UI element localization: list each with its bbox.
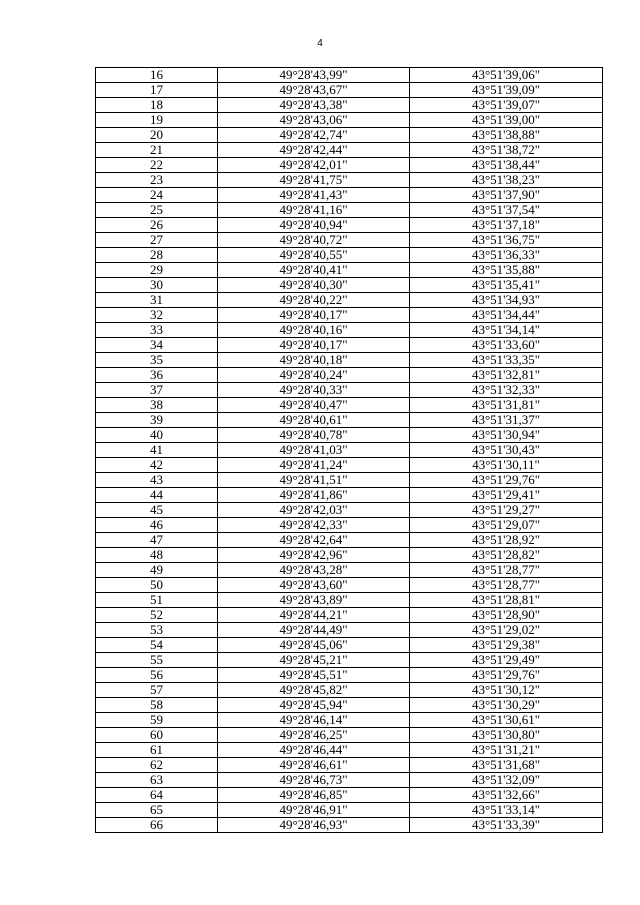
page-number: 4	[317, 38, 323, 49]
latitude-cell: 49°28'45,21"	[218, 653, 410, 668]
longitude-cell: 43°51'28,92"	[410, 533, 603, 548]
point-number-cell: 66	[96, 818, 218, 833]
point-number-cell: 25	[96, 203, 218, 218]
latitude-cell: 49°28'46,44"	[218, 743, 410, 758]
longitude-cell: 43°51'33,35"	[410, 353, 603, 368]
point-number-cell: 56	[96, 668, 218, 683]
longitude-cell: 43°51'28,77"	[410, 578, 603, 593]
longitude-cell: 43°51'35,88"	[410, 263, 603, 278]
longitude-cell: 43°51'29,02"	[410, 623, 603, 638]
point-number-cell: 46	[96, 518, 218, 533]
latitude-cell: 49°28'41,75"	[218, 173, 410, 188]
table-row	[96, 158, 603, 173]
longitude-cell: 43°51'38,72"	[410, 143, 603, 158]
latitude-cell: 49°28'40,47"	[218, 398, 410, 413]
longitude-cell: 43°51'37,54"	[410, 203, 603, 218]
longitude-cell: 43°51'32,81"	[410, 368, 603, 383]
point-number-cell: 21	[96, 143, 218, 158]
table-row	[96, 203, 603, 218]
point-number-cell: 40	[96, 428, 218, 443]
longitude-cell: 43°51'31,81"	[410, 398, 603, 413]
longitude-cell: 43°51'36,33"	[410, 248, 603, 263]
point-number-cell: 17	[96, 83, 218, 98]
point-number-cell: 45	[96, 503, 218, 518]
table-row	[96, 188, 603, 203]
longitude-cell: 43°51'38,44"	[410, 158, 603, 173]
point-number-cell: 35	[96, 353, 218, 368]
table-row	[96, 503, 603, 518]
point-number-cell: 39	[96, 413, 218, 428]
table-row	[96, 713, 603, 728]
longitude-cell: 43°51'39,09"	[410, 83, 603, 98]
latitude-cell: 49°28'44,21"	[218, 608, 410, 623]
longitude-cell: 43°51'33,14"	[410, 803, 603, 818]
table-row	[96, 248, 603, 263]
point-number-cell: 52	[96, 608, 218, 623]
point-number-cell: 24	[96, 188, 218, 203]
longitude-cell: 43°51'39,06"	[410, 68, 603, 83]
latitude-cell: 49°28'43,38"	[218, 98, 410, 113]
table-row	[96, 623, 603, 638]
point-number-cell: 36	[96, 368, 218, 383]
table-row	[96, 473, 603, 488]
latitude-cell: 49°28'41,86"	[218, 488, 410, 503]
longitude-cell: 43°51'31,68"	[410, 758, 603, 773]
point-number-cell: 42	[96, 458, 218, 473]
point-number-cell: 26	[96, 218, 218, 233]
latitude-cell: 49°28'42,96"	[218, 548, 410, 563]
point-number-cell: 32	[96, 308, 218, 323]
latitude-cell: 49°28'46,93"	[218, 818, 410, 833]
coordinates-table	[95, 67, 603, 833]
latitude-cell: 49°28'46,73"	[218, 773, 410, 788]
table-row	[96, 653, 603, 668]
point-number-cell: 54	[96, 638, 218, 653]
point-number-cell: 60	[96, 728, 218, 743]
table-row	[96, 98, 603, 113]
point-number-cell: 49	[96, 563, 218, 578]
point-number-cell: 33	[96, 323, 218, 338]
table-row	[96, 728, 603, 743]
longitude-cell: 43°51'34,93"	[410, 293, 603, 308]
point-number-cell: 53	[96, 623, 218, 638]
longitude-cell: 43°51'28,81"	[410, 593, 603, 608]
latitude-cell: 49°28'43,89"	[218, 593, 410, 608]
table-row	[96, 263, 603, 278]
latitude-cell: 49°28'40,33"	[218, 383, 410, 398]
longitude-cell: 43°51'30,80"	[410, 728, 603, 743]
longitude-cell: 43°51'29,41"	[410, 488, 603, 503]
point-number-cell: 16	[96, 68, 218, 83]
table-row	[96, 608, 603, 623]
table-row	[96, 458, 603, 473]
point-number-cell: 48	[96, 548, 218, 563]
latitude-cell: 49°28'44,49"	[218, 623, 410, 638]
longitude-cell: 43°51'38,23"	[410, 173, 603, 188]
latitude-cell: 49°28'40,17"	[218, 338, 410, 353]
longitude-cell: 43°51'32,09"	[410, 773, 603, 788]
latitude-cell: 49°28'40,78"	[218, 428, 410, 443]
coordinates-table-body	[96, 68, 603, 833]
longitude-cell: 43°51'30,11"	[410, 458, 603, 473]
point-number-cell: 28	[96, 248, 218, 263]
longitude-cell: 43°51'29,38"	[410, 638, 603, 653]
longitude-cell: 43°51'39,00"	[410, 113, 603, 128]
longitude-cell: 43°51'28,82"	[410, 548, 603, 563]
longitude-cell: 43°51'31,37"	[410, 413, 603, 428]
latitude-cell: 49°28'40,17"	[218, 308, 410, 323]
table-row	[96, 308, 603, 323]
point-number-cell: 29	[96, 263, 218, 278]
longitude-cell: 43°51'30,61"	[410, 713, 603, 728]
latitude-cell: 49°28'41,03"	[218, 443, 410, 458]
table-row	[96, 788, 603, 803]
latitude-cell: 49°28'42,01"	[218, 158, 410, 173]
latitude-cell: 49°28'40,16"	[218, 323, 410, 338]
latitude-cell: 49°28'43,06"	[218, 113, 410, 128]
point-number-cell: 18	[96, 98, 218, 113]
table-row	[96, 593, 603, 608]
longitude-cell: 43°51'30,29"	[410, 698, 603, 713]
latitude-cell: 49°28'40,22"	[218, 293, 410, 308]
table-row	[96, 698, 603, 713]
table-row	[96, 68, 603, 83]
latitude-cell: 49°28'42,03"	[218, 503, 410, 518]
table-row	[96, 383, 603, 398]
latitude-cell: 49°28'46,85"	[218, 788, 410, 803]
longitude-cell: 43°51'37,90"	[410, 188, 603, 203]
latitude-cell: 49°28'41,16"	[218, 203, 410, 218]
table-row	[96, 578, 603, 593]
longitude-cell: 43°51'30,43"	[410, 443, 603, 458]
longitude-cell: 43°51'30,12"	[410, 683, 603, 698]
longitude-cell: 43°51'34,44"	[410, 308, 603, 323]
latitude-cell: 49°28'43,28"	[218, 563, 410, 578]
point-number-cell: 61	[96, 743, 218, 758]
table-row	[96, 548, 603, 563]
point-number-cell: 23	[96, 173, 218, 188]
point-number-cell: 65	[96, 803, 218, 818]
point-number-cell: 58	[96, 698, 218, 713]
table-row	[96, 218, 603, 233]
point-number-cell: 47	[96, 533, 218, 548]
longitude-cell: 43°51'39,07"	[410, 98, 603, 113]
longitude-cell: 43°51'37,18"	[410, 218, 603, 233]
longitude-cell: 43°51'31,21"	[410, 743, 603, 758]
longitude-cell: 43°51'38,88"	[410, 128, 603, 143]
latitude-cell: 49°28'42,64"	[218, 533, 410, 548]
table-row	[96, 83, 603, 98]
point-number-cell: 59	[96, 713, 218, 728]
point-number-cell: 19	[96, 113, 218, 128]
latitude-cell: 49°28'45,06"	[218, 638, 410, 653]
table-row	[96, 518, 603, 533]
latitude-cell: 49°28'46,25"	[218, 728, 410, 743]
table-row	[96, 278, 603, 293]
longitude-cell: 43°51'32,66"	[410, 788, 603, 803]
table-row	[96, 818, 603, 833]
table-row	[96, 488, 603, 503]
longitude-cell: 43°51'35,41"	[410, 278, 603, 293]
longitude-cell: 43°51'29,49"	[410, 653, 603, 668]
longitude-cell: 43°51'28,77"	[410, 563, 603, 578]
table-row	[96, 143, 603, 158]
latitude-cell: 49°28'40,55"	[218, 248, 410, 263]
point-number-cell: 51	[96, 593, 218, 608]
longitude-cell: 43°51'29,27"	[410, 503, 603, 518]
latitude-cell: 49°28'40,61"	[218, 413, 410, 428]
longitude-cell: 43°51'32,33"	[410, 383, 603, 398]
table-row	[96, 683, 603, 698]
point-number-cell: 27	[96, 233, 218, 248]
latitude-cell: 49°28'42,44"	[218, 143, 410, 158]
point-number-cell: 22	[96, 158, 218, 173]
point-number-cell: 38	[96, 398, 218, 413]
point-number-cell: 37	[96, 383, 218, 398]
latitude-cell: 49°28'46,14"	[218, 713, 410, 728]
longitude-cell: 43°51'29,07"	[410, 518, 603, 533]
latitude-cell: 49°28'40,30"	[218, 278, 410, 293]
point-number-cell: 41	[96, 443, 218, 458]
longitude-cell: 43°51'29,76"	[410, 473, 603, 488]
table-row	[96, 443, 603, 458]
latitude-cell: 49°28'40,41"	[218, 263, 410, 278]
latitude-cell: 49°28'43,60"	[218, 578, 410, 593]
point-number-cell: 57	[96, 683, 218, 698]
latitude-cell: 49°28'46,91"	[218, 803, 410, 818]
latitude-cell: 49°28'40,94"	[218, 218, 410, 233]
latitude-cell: 49°28'40,24"	[218, 368, 410, 383]
latitude-cell: 49°28'42,33"	[218, 518, 410, 533]
latitude-cell: 49°28'41,24"	[218, 458, 410, 473]
point-number-cell: 55	[96, 653, 218, 668]
table-row	[96, 803, 603, 818]
point-number-cell: 34	[96, 338, 218, 353]
latitude-cell: 49°28'45,82"	[218, 683, 410, 698]
point-number-cell: 50	[96, 578, 218, 593]
table-row	[96, 668, 603, 683]
table-row	[96, 758, 603, 773]
table-row	[96, 338, 603, 353]
longitude-cell: 43°51'36,75"	[410, 233, 603, 248]
point-number-cell: 44	[96, 488, 218, 503]
table-row	[96, 293, 603, 308]
point-number-cell: 63	[96, 773, 218, 788]
latitude-cell: 49°28'41,51"	[218, 473, 410, 488]
table-row	[96, 413, 603, 428]
table-row	[96, 173, 603, 188]
latitude-cell: 49°28'46,61"	[218, 758, 410, 773]
latitude-cell: 49°28'45,51"	[218, 668, 410, 683]
point-number-cell: 31	[96, 293, 218, 308]
point-number-cell: 20	[96, 128, 218, 143]
table-row	[96, 773, 603, 788]
table-row	[96, 368, 603, 383]
coordinates-table-container	[95, 67, 602, 833]
table-row	[96, 533, 603, 548]
table-row	[96, 353, 603, 368]
table-row	[96, 398, 603, 413]
latitude-cell: 49°28'43,67"	[218, 83, 410, 98]
point-number-cell: 64	[96, 788, 218, 803]
table-row	[96, 563, 603, 578]
table-row	[96, 638, 603, 653]
point-number-cell: 43	[96, 473, 218, 488]
longitude-cell: 43°51'34,14"	[410, 323, 603, 338]
longitude-cell: 43°51'33,39"	[410, 818, 603, 833]
latitude-cell: 49°28'43,99"	[218, 68, 410, 83]
table-row	[96, 128, 603, 143]
table-row	[96, 113, 603, 128]
point-number-cell: 30	[96, 278, 218, 293]
longitude-cell: 43°51'30,94"	[410, 428, 603, 443]
latitude-cell: 49°28'41,43"	[218, 188, 410, 203]
latitude-cell: 49°28'42,74"	[218, 128, 410, 143]
longitude-cell: 43°51'33,60"	[410, 338, 603, 353]
longitude-cell: 43°51'28,90"	[410, 608, 603, 623]
table-row	[96, 323, 603, 338]
latitude-cell: 49°28'40,72"	[218, 233, 410, 248]
point-number-cell: 62	[96, 758, 218, 773]
table-row	[96, 428, 603, 443]
longitude-cell: 43°51'29,76"	[410, 668, 603, 683]
table-row	[96, 743, 603, 758]
latitude-cell: 49°28'45,94"	[218, 698, 410, 713]
latitude-cell: 49°28'40,18"	[218, 353, 410, 368]
table-row	[96, 233, 603, 248]
